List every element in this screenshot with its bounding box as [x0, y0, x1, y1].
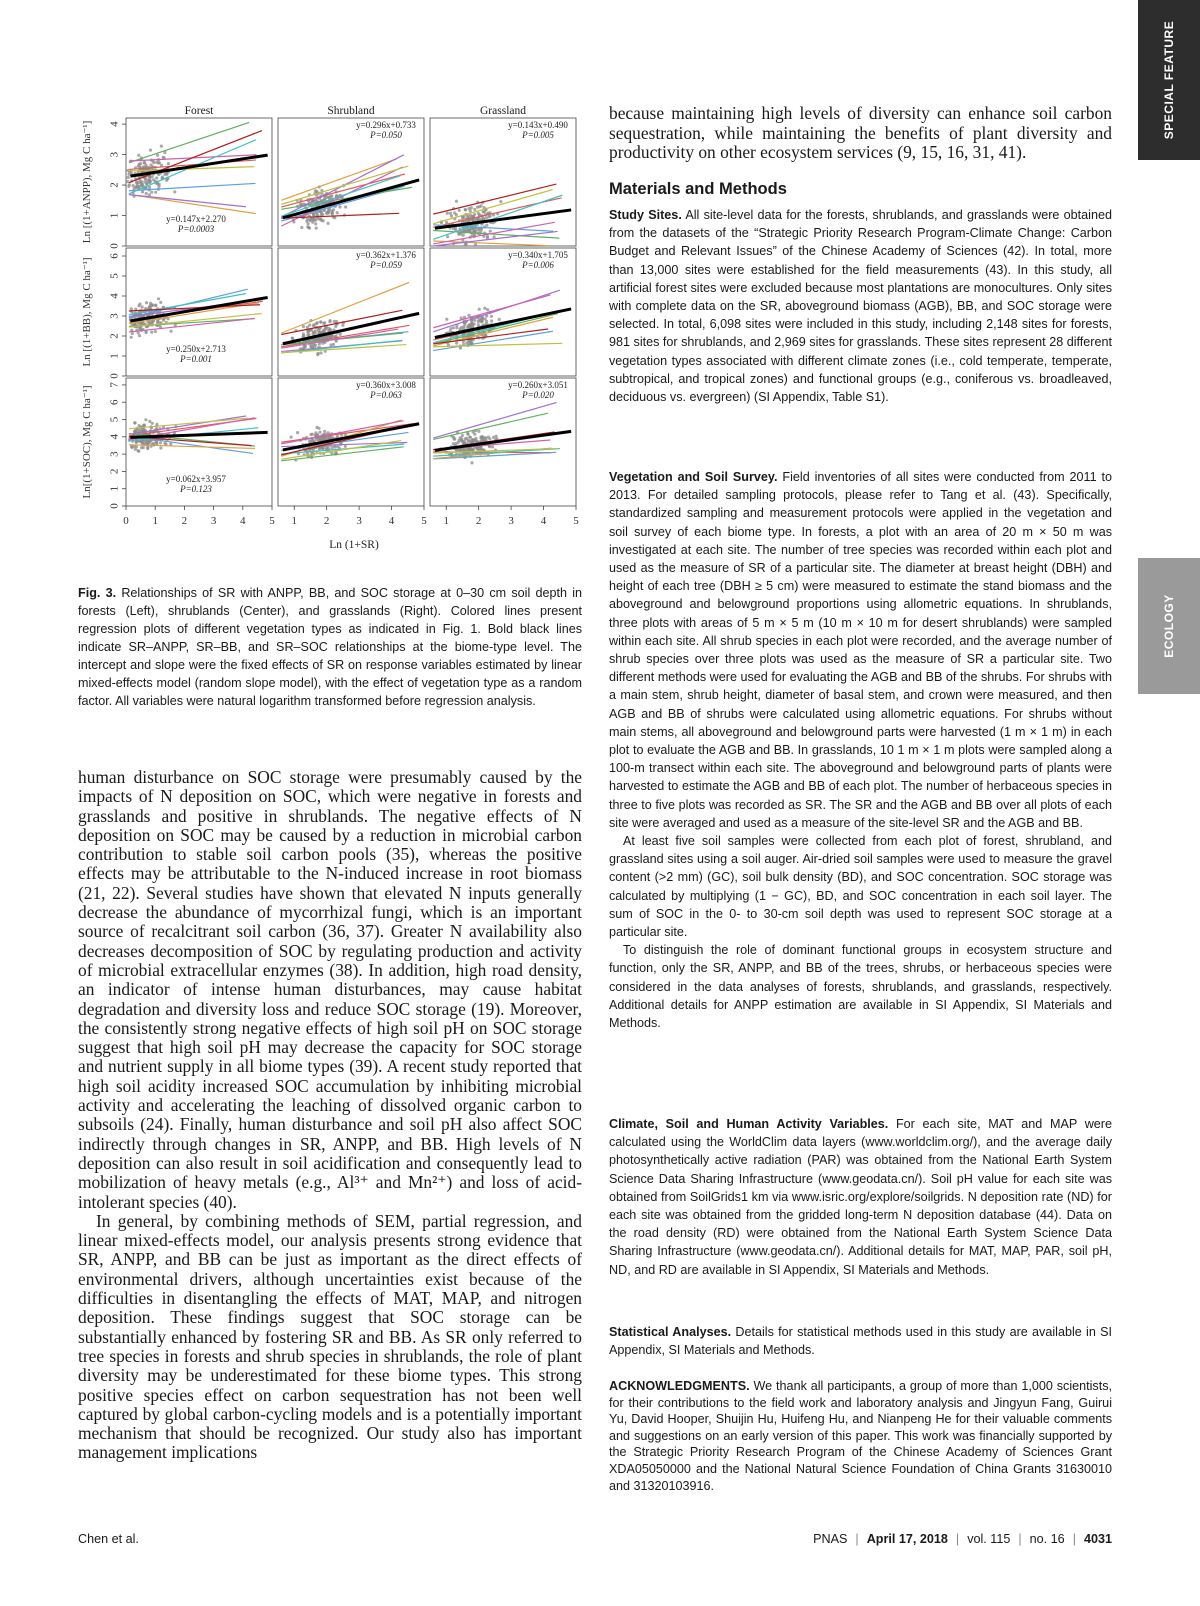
figure-3-chart — [78, 100, 580, 582]
data-point — [130, 307, 133, 310]
panel-column-title: Grassland — [480, 105, 526, 117]
data-point — [457, 233, 460, 236]
section-text: All site-level data for the forests, shrublands, and grasslands were obtained from the datasets of the “Strategic Priority Research Program-Climate Change: Carbon Budget and Relevant Issues” of the Chinese Academy of Sciences (42). In total, more than 13,000 sites were established for the field measurements (43). In this study, all artificial forest sites were excluded because most plantations are monocultures. Only sites with complete data on the SR, aboveground biomass (AGB), BB, and SOC storage were selected. In total, 6,098 sites were included in this study, including 2,148 sites for forests, 981 sites for shrublands, and 2,969 sites for grasslands. These sites represent 28 different vegetation types associated with different climate zones (i.e., cold temperate, temperate, subtropical, and tropical zones) and functional groups (e.g., coniferous vs. broadleaved, deciduous vs. evergreen) (SI Appendix, Table S1). — [609, 208, 1112, 405]
data-point — [142, 424, 145, 427]
body-paragraph: human disturbance on SOC storage were presumably caused by the impacts of N deposition on SOC, which were negative in forests and grasslands and positive in shrublands. The negative effects of N deposition on SOC may be caused by a reduction in microbial carbon contribution to stable soil carbon pools (35), whereas the positive effects may be attributable to the N-induced increase in root biomass (21, 22). Several studies have shown that elevated N inputs generally decrease the abundance of mycorrhizal fungi, which is an important source of recalcitrant soil carbon (36, 37). Greater N availability also decreases decomposition of SOC by regulating production and activity of microbial extracellular enzymes (38). In addition, high road density, an indicator of intense human disturbances, may cause habitat degradation and diversity loss and reduce SOC storage (19). Moreover, the consistently strong negative effects of high soil pH on SOC storage suggest that high soil pH may decrease the capacity for SOC storage and nutrient supply in all biome types (39). A recent study reported that high soil acidity increased SOC accumulation by inhibiting microbial activity and accelerating the leaching of dissolved organic carbon to subsoils (24). Finally, human disturbance and soil pH also affect SOC indirectly through changes in SR, ANPP, and BB. High levels of N deposition can also result in soil acidification and consequently lead to mobilization of heavy metals (e.g., Al³⁺ and Mn²⁺) and loss of acid-intolerant species (40). — [78, 767, 582, 1212]
data-point — [455, 342, 458, 345]
y-tick-label: 1 — [108, 212, 121, 219]
data-point — [329, 328, 332, 331]
data-point — [458, 439, 461, 442]
data-point — [467, 229, 470, 232]
data-point — [315, 227, 318, 230]
data-point — [461, 434, 464, 437]
section-paragraph: At least five soil samples were collected from each plot of forest, shrubland, and grassland sites using a soil auger. Air-dried soil samples were used to measure the gravel content (>2 mm) (GC), soil bulk density (BD), and SOC concentration. SOC storage was calculated by multiplying (1 − GC), BD, and SOC concentration in each soil layer. The sum of SOC in the 0- to 30-cm soil depth was used to represent SOC storage at a particular site. — [609, 834, 1112, 940]
statistics-section — [609, 1323, 1112, 1359]
data-point — [490, 319, 493, 322]
data-point — [327, 431, 330, 434]
x-tick-label: 4 — [540, 515, 547, 527]
data-point — [141, 190, 144, 193]
data-point — [464, 208, 467, 211]
data-point — [450, 214, 453, 217]
footer-volume: vol. 115 — [967, 1532, 1011, 1546]
data-point — [476, 206, 479, 209]
left-column-body — [78, 768, 582, 1463]
p-value: P=0.001 — [180, 354, 212, 364]
x-tick-label: 0 — [123, 515, 129, 527]
data-point — [316, 352, 319, 355]
y-tick-label: 0 — [108, 243, 121, 249]
y-tick-label: 7 — [108, 382, 121, 388]
panel-frame — [278, 248, 424, 376]
x-tick-label: 3 — [508, 515, 514, 527]
data-point — [151, 303, 154, 306]
data-point — [473, 208, 476, 211]
data-point — [137, 164, 140, 167]
x-tick-label: 4 — [388, 515, 395, 527]
data-point — [445, 318, 448, 321]
data-point — [145, 192, 148, 195]
data-point — [339, 333, 342, 336]
data-point — [152, 178, 155, 181]
data-point — [469, 209, 472, 212]
p-value: P=0.005 — [522, 130, 554, 140]
section-text: For each site, MAT and MAP were calculated using the WorldClim data layers (www.worldclim.org/), and the average daily photosynthetically active radiation (PAR) was obtained from the National Earth System Science Data Sharing Infrastructure (www.geodata.cn/). Soil pH value for each site was obtained from SoilGrids1 km via www.isric.org/explore/soilgrids. N deposition rate (ND) for each site was obtained from the gridded long-term N deposition database (44). Data on the road density (RD) were obtained from the National Earth System Science Data Sharing Infrastructure (www.geodata.cn/). Additional details for MAT, MAP, PAR, soil pH, ND, and RD are available in SI Appendix, SI Materials and Methods. — [609, 1117, 1112, 1277]
y-tick-label: 4 — [108, 121, 121, 127]
data-point — [131, 332, 134, 335]
data-point — [157, 297, 160, 300]
data-point — [300, 226, 303, 229]
data-point — [334, 446, 337, 449]
data-point — [319, 438, 322, 441]
data-point — [455, 200, 458, 203]
panel-frame — [278, 378, 424, 506]
data-point — [463, 440, 466, 443]
y-tick-label: 0 — [108, 503, 121, 509]
climate-section — [609, 1115, 1112, 1279]
data-point — [319, 351, 322, 354]
data-point — [314, 329, 317, 332]
p-value: P=0.123 — [180, 484, 212, 494]
data-point — [317, 427, 320, 430]
data-point — [137, 154, 140, 157]
x-tick-label: 2 — [475, 515, 482, 527]
section-text: Details for statistical methods used in this study are available in SI Appendix, SI Materials and Methods. — [609, 1325, 1112, 1358]
data-point — [471, 325, 474, 328]
footer-authors: Chen et al. — [78, 1532, 139, 1546]
data-point — [149, 149, 152, 152]
p-value: P=0.020 — [522, 390, 554, 400]
data-point — [493, 235, 496, 238]
data-point — [304, 346, 307, 349]
regression-equation: y=0.340x+1.705 — [508, 250, 568, 260]
y-tick-label: 1 — [108, 353, 121, 359]
data-point — [143, 161, 146, 164]
data-point — [466, 326, 469, 329]
data-point — [141, 306, 144, 309]
data-point — [322, 330, 325, 333]
data-point — [306, 225, 309, 228]
data-point — [148, 193, 151, 196]
data-point — [132, 184, 135, 187]
p-value: P=0.006 — [522, 260, 554, 270]
x-tick-label: 5 — [421, 515, 427, 527]
data-point — [323, 430, 326, 433]
data-point — [130, 336, 133, 339]
x-tick-label: 1 — [443, 515, 449, 527]
data-point — [318, 447, 321, 450]
data-point — [318, 343, 321, 346]
panel-column-title: Shrubland — [327, 105, 375, 117]
data-point — [462, 234, 465, 237]
data-point — [314, 222, 317, 225]
section-title: Statistical Analyses. — [609, 1325, 732, 1339]
p-value: P=0.063 — [370, 390, 402, 400]
section-title: Climate, Soil and Human Activity Variables. — [609, 1117, 889, 1131]
footer-page: 4031 — [1083, 1532, 1112, 1546]
footer-date: April 17, 2018 — [866, 1532, 948, 1546]
data-point — [145, 179, 148, 182]
y-axis-label: Ln [(1+ANPP), Mg C ha⁻¹] — [81, 120, 93, 244]
data-point — [469, 436, 472, 439]
data-point — [327, 210, 330, 213]
data-point — [149, 180, 152, 183]
data-point — [332, 343, 335, 346]
data-point — [314, 344, 317, 347]
y-tick-label: 5 — [108, 273, 121, 279]
section-title: ACKNOWLEDGMENTS. — [609, 1379, 750, 1393]
data-point — [460, 326, 463, 329]
y-tick-label: 0 — [108, 373, 121, 379]
data-point — [323, 321, 326, 324]
y-tick-label: 2 — [108, 182, 121, 188]
data-point — [127, 185, 130, 188]
data-point — [338, 205, 341, 208]
data-point — [322, 447, 325, 450]
figure-3 — [78, 100, 580, 582]
data-point — [330, 209, 333, 212]
data-point — [154, 330, 157, 333]
caption-label: Fig. 3. — [78, 586, 117, 600]
data-point — [325, 336, 328, 339]
x-tick-label: 2 — [323, 515, 330, 527]
methods-heading: Materials and Methods — [609, 180, 787, 198]
data-point — [134, 421, 137, 424]
data-point — [167, 162, 170, 165]
section-title: Study Sites. — [609, 208, 682, 222]
x-tick-label: 5 — [573, 515, 579, 527]
data-point — [492, 436, 495, 439]
data-point — [312, 213, 315, 216]
x-tick-label: 3 — [356, 515, 362, 527]
data-point — [312, 324, 315, 327]
data-point — [455, 213, 458, 216]
vegetation-survey-section — [609, 468, 1112, 1032]
data-point — [138, 334, 141, 337]
data-point — [481, 317, 484, 320]
data-point — [155, 176, 158, 179]
special-feature-tab: SPECIAL FEATURE — [1138, 0, 1200, 160]
data-point — [327, 196, 330, 199]
data-point — [344, 445, 347, 448]
data-point — [137, 449, 140, 452]
data-point — [344, 205, 347, 208]
panel-column-title: Forest — [184, 105, 214, 117]
data-point — [491, 445, 494, 448]
p-value: P=0.0003 — [177, 224, 215, 234]
data-point — [162, 156, 165, 159]
data-point — [306, 331, 309, 334]
data-point — [160, 145, 163, 148]
data-point — [473, 438, 476, 441]
y-tick-label: 1 — [108, 485, 121, 492]
data-point — [134, 448, 137, 451]
regression-equation: y=0.147x+2.270 — [166, 214, 226, 224]
data-point — [452, 442, 455, 445]
data-point — [150, 191, 153, 194]
data-point — [152, 442, 155, 445]
y-tick-label: 2 — [108, 468, 121, 475]
x-tick-label: 5 — [269, 515, 275, 527]
data-point — [159, 301, 162, 304]
data-point — [155, 161, 158, 164]
p-value: P=0.059 — [370, 260, 402, 270]
x-tick-label: 1 — [152, 515, 158, 527]
data-point — [156, 154, 159, 157]
y-tick-label: 4 — [108, 434, 121, 440]
study-sites-section — [609, 206, 1112, 406]
y-tick-label: 4 — [108, 293, 121, 299]
data-point — [454, 227, 457, 230]
data-point — [482, 210, 485, 213]
data-point — [470, 206, 473, 209]
data-point — [135, 180, 138, 183]
y-tick-label: 6 — [108, 253, 121, 259]
ecology-tab: ECOLOGY — [1138, 558, 1200, 694]
data-point — [324, 327, 327, 330]
data-point — [478, 308, 481, 311]
data-point — [327, 222, 330, 225]
data-point — [290, 436, 293, 439]
data-point — [151, 422, 154, 425]
data-point — [490, 315, 493, 318]
data-point — [154, 304, 157, 307]
section-title: Vegetation and Soil Survey. — [609, 470, 778, 484]
data-point — [319, 320, 322, 323]
caption-text: Relationships of SR with ANPP, BB, and SOC storage at 0–30 cm soil depth in forests (Left), shrublands (Center), and grasslands (Right). Colored lines present regression plots of different vegetation types as indicated in Fig. 1. Bold black lines indicate SR–ANPP, SR–BB, and SR–SOC relationships at the biome-type level. The intercept and slope were the fixed effects of SR on response variables estimated by linear mixed-effects model (random slope model), with the effect of vegetation type as a random factor. All variables were natural logarithm transformed before regression analysis. — [78, 586, 582, 708]
data-point — [341, 324, 344, 327]
data-point — [126, 180, 129, 183]
data-point — [449, 327, 452, 330]
data-point — [165, 173, 168, 176]
data-point — [308, 324, 311, 327]
data-point — [446, 235, 449, 238]
data-point — [173, 190, 176, 193]
data-point — [159, 446, 162, 449]
data-point — [150, 331, 153, 334]
x-tick-label: 2 — [181, 515, 188, 527]
data-point — [139, 162, 142, 165]
data-point — [169, 442, 172, 445]
data-point — [138, 304, 141, 307]
data-point — [319, 218, 322, 221]
data-point — [455, 326, 458, 329]
data-point — [334, 325, 337, 328]
data-point — [484, 436, 487, 439]
data-point — [458, 209, 461, 212]
data-point — [142, 446, 145, 449]
data-point — [329, 319, 332, 322]
data-point — [145, 301, 148, 304]
x-axis-label: Ln (1+SR) — [329, 539, 379, 551]
p-value: P=0.050 — [370, 130, 402, 140]
data-point — [473, 433, 476, 436]
y-tick-label: 6 — [108, 399, 121, 405]
data-point — [486, 308, 489, 311]
data-point — [318, 431, 321, 434]
data-point — [314, 189, 317, 192]
data-point — [453, 437, 456, 440]
regression-equation: y=0.360x+3.008 — [356, 380, 416, 390]
data-point — [291, 337, 294, 340]
data-point — [478, 319, 481, 322]
regression-equation: y=0.250x+2.713 — [166, 344, 226, 354]
data-point — [155, 442, 158, 445]
data-point — [480, 204, 483, 207]
data-point — [134, 186, 137, 189]
data-point — [474, 243, 477, 246]
data-point — [470, 461, 473, 464]
acknowledgments-section — [609, 1378, 1112, 1494]
data-point — [336, 211, 339, 214]
data-point — [498, 318, 501, 321]
data-point — [315, 438, 318, 441]
regression-equation: y=0.296x+0.733 — [356, 120, 416, 130]
data-point — [315, 212, 318, 215]
data-point — [160, 164, 163, 167]
body-paragraph: In general, by combining methods of SEM, partial regression, and linear mixed-effects model, our analysis presents strong evidence that SR, ANPP, and BB can be just as important as the direct effects of environmental drivers, although uncertainties exist because of the difficulties in disentangling the effects of MAT, MAP, and nitrogen deposition. These findings suggest that SOC storage can be substantially enhanced by fostering SR and BB. As SR only referred to tree species in forests and shrub species in shrublands, the role of plant diversity may be underestimated for these biome types. This strong positive species effect on carbon sequestration has not been well captured by global carbon-cycling models and is a potentially important mechanism that should be recognized. Our study also has important management implications — [78, 1210, 582, 1463]
data-point — [296, 431, 299, 434]
y-tick-label: 3 — [108, 451, 121, 457]
section-paragraph: To distinguish the role of dominant functional groups in ecosystem structure and function, only the SR, ANPP, and BB of the trees, shrubs, or herbaceous species were considered in the data analyses of forests, shrublands, and grasslands, respectively. Additional details for ANPP estimation are available in SI Appendix, SI Materials and Methods. — [609, 943, 1112, 1031]
y-axis-label: Ln [(1+BB), Mg C ha⁻¹] — [81, 257, 93, 367]
y-tick-label: 3 — [108, 151, 121, 158]
data-point — [485, 320, 488, 323]
section-text: We thank all participants, a group of more than 1,000 scientists, for their contributions to the field work and laboratory analysis and Jingyun Fang, Guirui Yu, David Hooper, Shuijin Hu, Huifeng Hu, and Nianpeng He for their valuable comments and suggestions on an early version of this paper. This work was financially supported by the Strategic Priority Research Program of the Chinese Academy of Sciences Grant XDA05050000 and the National Natural Science Foundation of China Grants 31630010 and 31320103916. — [609, 1379, 1113, 1493]
data-point — [473, 213, 476, 216]
data-point — [134, 429, 137, 432]
y-tick-label: 3 — [108, 313, 121, 319]
footer-journal: PNAS — [813, 1532, 848, 1546]
data-point — [309, 219, 312, 222]
data-point — [446, 212, 449, 215]
y-tick-label: 2 — [108, 333, 121, 339]
data-point — [483, 307, 486, 310]
data-point — [302, 334, 305, 337]
data-point — [127, 176, 130, 179]
data-point — [499, 200, 502, 203]
data-point — [489, 230, 492, 233]
data-point — [145, 442, 148, 445]
y-axis-label: Ln[(1+SOC), Mg C ha⁻¹] — [81, 385, 93, 499]
footer-journal-info: PNAS | April 17, 2018 | vol. 115 | no. 16 | 4031 — [813, 1532, 1112, 1546]
data-point — [467, 314, 470, 317]
y-tick-label: 5 — [108, 416, 121, 423]
section-text: Field inventories of all sites were conducted from 2011 to 2013. For detailed sampling protocols, please refer to Tang et al. (43). Specifically, standardized sampling and measurement protocols were applied in the vegetation and soil survey of each biome type. In forests, a plot with an area of 20 m × 50 m was investigated at each site. The number of tree species was recorded within each plot and used as the measure of SR of a particular site. The diameter at breast height (DBH) and height of each tree (DBH ≥ 5 cm) were measured to estimate the stand biomass and the aboveground and belowground proportions using allometric equations. In shrublands, three plots with areas of 5 m × 5 m (10 m × 10 m for desert shrublands) were sampled within each site. All shrub species in each plot were recorded, and the average number of shrub species over three plots was used as the measure of SR a particular site. Two different methods were used for evaluating the AGB and BB of the shrubs. For shrubs with a main stem, shrub height, diameter of basal stem, and crown were measured, and then AGB and BB of shrubs were calculated using allometric equations. For shrubs without main stems, all aboveground and belowground parts were harvested (1 m × 1 m) in each plot to evaluate the AGB and BB. In grasslands, 10 1 m × 1 m plots were sampled along a 100-m transect within each site. The aboveground and belowground parts of plants were harvested to estimate the AGB and BB of each plot. The number of herbaceous species in three to five plots was recorded as SR. The SR and the AGB and BB over all plots of each site were averaged and used as a measure of the site-level SR and the AGB and BB. — [609, 470, 1113, 830]
regression-equation: y=0.143x+0.490 — [508, 120, 568, 130]
data-point — [137, 186, 140, 189]
data-point — [316, 321, 319, 324]
data-point — [170, 330, 173, 333]
data-point — [146, 446, 149, 449]
data-point — [477, 430, 480, 433]
figure-caption — [78, 584, 582, 710]
data-point — [154, 191, 157, 194]
data-point — [479, 437, 482, 440]
data-point — [485, 224, 488, 227]
right-column-lead: because maintaining high levels of diversity can enhance soil carbon sequestration, while maintaining the benefits of plant diversity and productivity on other ecosystem services (9, 15, 16, 31, 41). — [609, 103, 1112, 163]
data-point — [321, 342, 324, 345]
x-tick-label: 4 — [240, 515, 246, 527]
regression-equation: y=0.260x+3.051 — [508, 380, 568, 390]
regression-equation: y=0.062x+3.957 — [166, 474, 226, 484]
data-point — [309, 433, 312, 436]
x-tick-label: 1 — [291, 515, 297, 527]
data-point — [457, 448, 460, 451]
x-tick-label: 3 — [210, 515, 217, 527]
data-point — [130, 446, 133, 449]
data-point — [144, 418, 147, 421]
data-point — [159, 441, 162, 444]
footer-issue: no. 16 — [1029, 1532, 1065, 1546]
regression-equation: y=0.362x+1.376 — [356, 250, 416, 260]
